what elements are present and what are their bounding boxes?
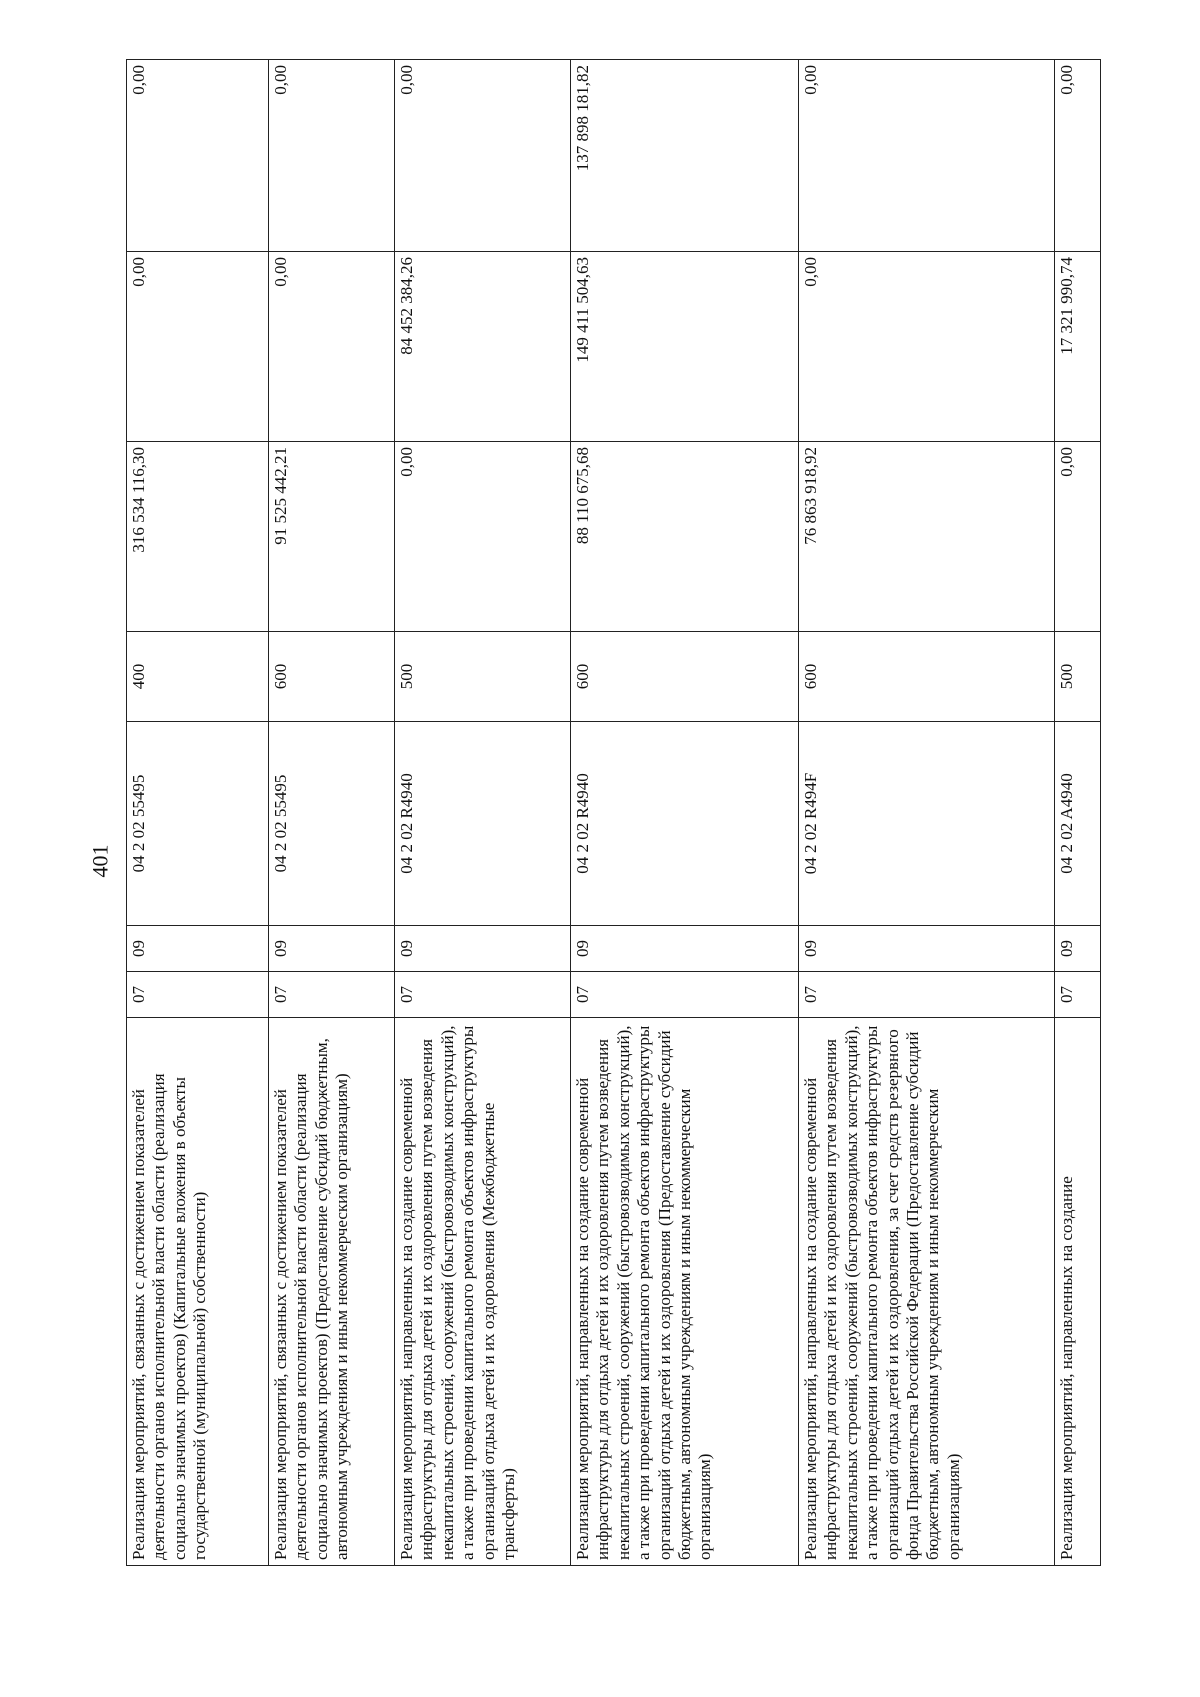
- row-description: Реализация мероприятий, направленных на создание современной инфраструктуры для отдыха детей и их оздоровления путем возведения некапитальных строений, сооружений (быстровозводимых конструкций), а также при проведении капитального ремонта объектов инфраструктуры организаций отдыха детей и их оздоровления, за счет средств резервного фонда Правительства Российской Федерации (Предоставление субсидий бюджетным, автономным учреждениям и иным некоммерческим организациям): [799, 1018, 1055, 1566]
- row-description: Реализация мероприятий, направленных на создание: [1055, 1018, 1101, 1566]
- row-target-code: 04 2 02 R494F: [799, 722, 1055, 926]
- table-row: [571, 60, 799, 1566]
- table-row: [269, 60, 395, 1566]
- row-target-code: 04 2 02 R4940: [571, 722, 799, 926]
- row-amount-2: 0,00: [799, 252, 1055, 442]
- row-amount-2: 149 411 504,63: [571, 252, 799, 442]
- row-subsection-code: 09: [395, 926, 571, 972]
- row-description: Реализация мероприятий, связанных с достижением показателей деятельности органов исполнительной власти области (реализация социально значимых проектов) (Предоставление субсидий бюджетным, автономным учреждениям и иным некоммерческим организациям): [269, 1018, 395, 1566]
- row-target-code: 04 2 02 55495: [269, 722, 395, 926]
- row-amount-2: 0,00: [269, 252, 395, 442]
- row-expense-type: 400: [127, 632, 269, 722]
- row-amount-2: 84 452 384,26: [395, 252, 571, 442]
- row-expense-type: 500: [1055, 632, 1101, 722]
- table-row: [127, 60, 269, 1566]
- row-amount-1: 76 863 918,92: [799, 442, 1055, 632]
- row-amount-3: 0,00: [127, 60, 269, 252]
- row-expense-type: 600: [799, 632, 1055, 722]
- row-section-code: 07: [127, 972, 269, 1018]
- row-section-code: 07: [395, 972, 571, 1018]
- row-subsection-code: 09: [571, 926, 799, 972]
- row-amount-3: 0,00: [799, 60, 1055, 252]
- row-target-code: 04 2 02 A4940: [1055, 722, 1101, 926]
- table-row: [1055, 60, 1101, 1566]
- row-amount-1: 88 110 675,68: [571, 442, 799, 632]
- row-expense-type: 600: [571, 632, 799, 722]
- row-target-code: 04 2 02 55495: [127, 722, 269, 926]
- row-expense-type: 600: [269, 632, 395, 722]
- row-amount-3: 137 898 181,82: [571, 60, 799, 252]
- row-target-code: 04 2 02 R4940: [395, 722, 571, 926]
- row-amount-3: 0,00: [269, 60, 395, 252]
- row-section-code: 07: [571, 972, 799, 1018]
- table-row: [799, 60, 1055, 1566]
- row-amount-1: 0,00: [395, 442, 571, 632]
- row-amount-2: 17 321 990,74: [1055, 252, 1101, 442]
- row-amount-1: 0,00: [1055, 442, 1101, 632]
- table-body: [127, 60, 1101, 1566]
- row-subsection-code: 09: [799, 926, 1055, 972]
- row-amount-1: 91 525 442,21: [269, 442, 395, 632]
- row-amount-3: 0,00: [395, 60, 571, 252]
- row-amount-3: 0,00: [1055, 60, 1101, 252]
- table-row: [395, 60, 571, 1566]
- row-section-code: 07: [1055, 972, 1101, 1018]
- row-section-code: 07: [269, 972, 395, 1018]
- row-section-code: 07: [799, 972, 1055, 1018]
- rotated-table-container: [126, 60, 1100, 1566]
- page-number: 401: [87, 844, 113, 878]
- row-subsection-code: 09: [1055, 926, 1101, 972]
- row-description: Реализация мероприятий, связанных с достижением показателей деятельности органов исполнительной власти области (реализация социально значимых проектов) (Капитальные вложения в объекты государственной (муниципальной) собственности): [127, 1018, 269, 1566]
- row-expense-type: 500: [395, 632, 571, 722]
- row-amount-1: 316 534 116,30: [127, 442, 269, 632]
- row-amount-2: 0,00: [127, 252, 269, 442]
- row-description: Реализация мероприятий, направленных на создание современной инфраструктуры для отдыха детей и их оздоровления путем возведения некапитальных строений, сооружений (быстровозводимых конструкций), а также при проведении капитального ремонта объектов инфраструктуры организаций отдыха детей и их оздоровления (Межбюджетные трансферты): [395, 1018, 571, 1566]
- row-description: Реализация мероприятий, направленных на создание современной инфраструктуры для отдыха детей и их оздоровления путем возведения некапитальных строений, сооружений (быстровозводимых конструкций), а также при проведении капитального ремонта объектов инфраструктуры организаций отдыха детей и их оздоровления (Предоставление субсидий бюджетным, автономным учреждениям и иным некоммерческим организациям): [571, 1018, 799, 1566]
- row-subsection-code: 09: [127, 926, 269, 972]
- row-subsection-code: 09: [269, 926, 395, 972]
- budget-table: [126, 59, 1101, 1566]
